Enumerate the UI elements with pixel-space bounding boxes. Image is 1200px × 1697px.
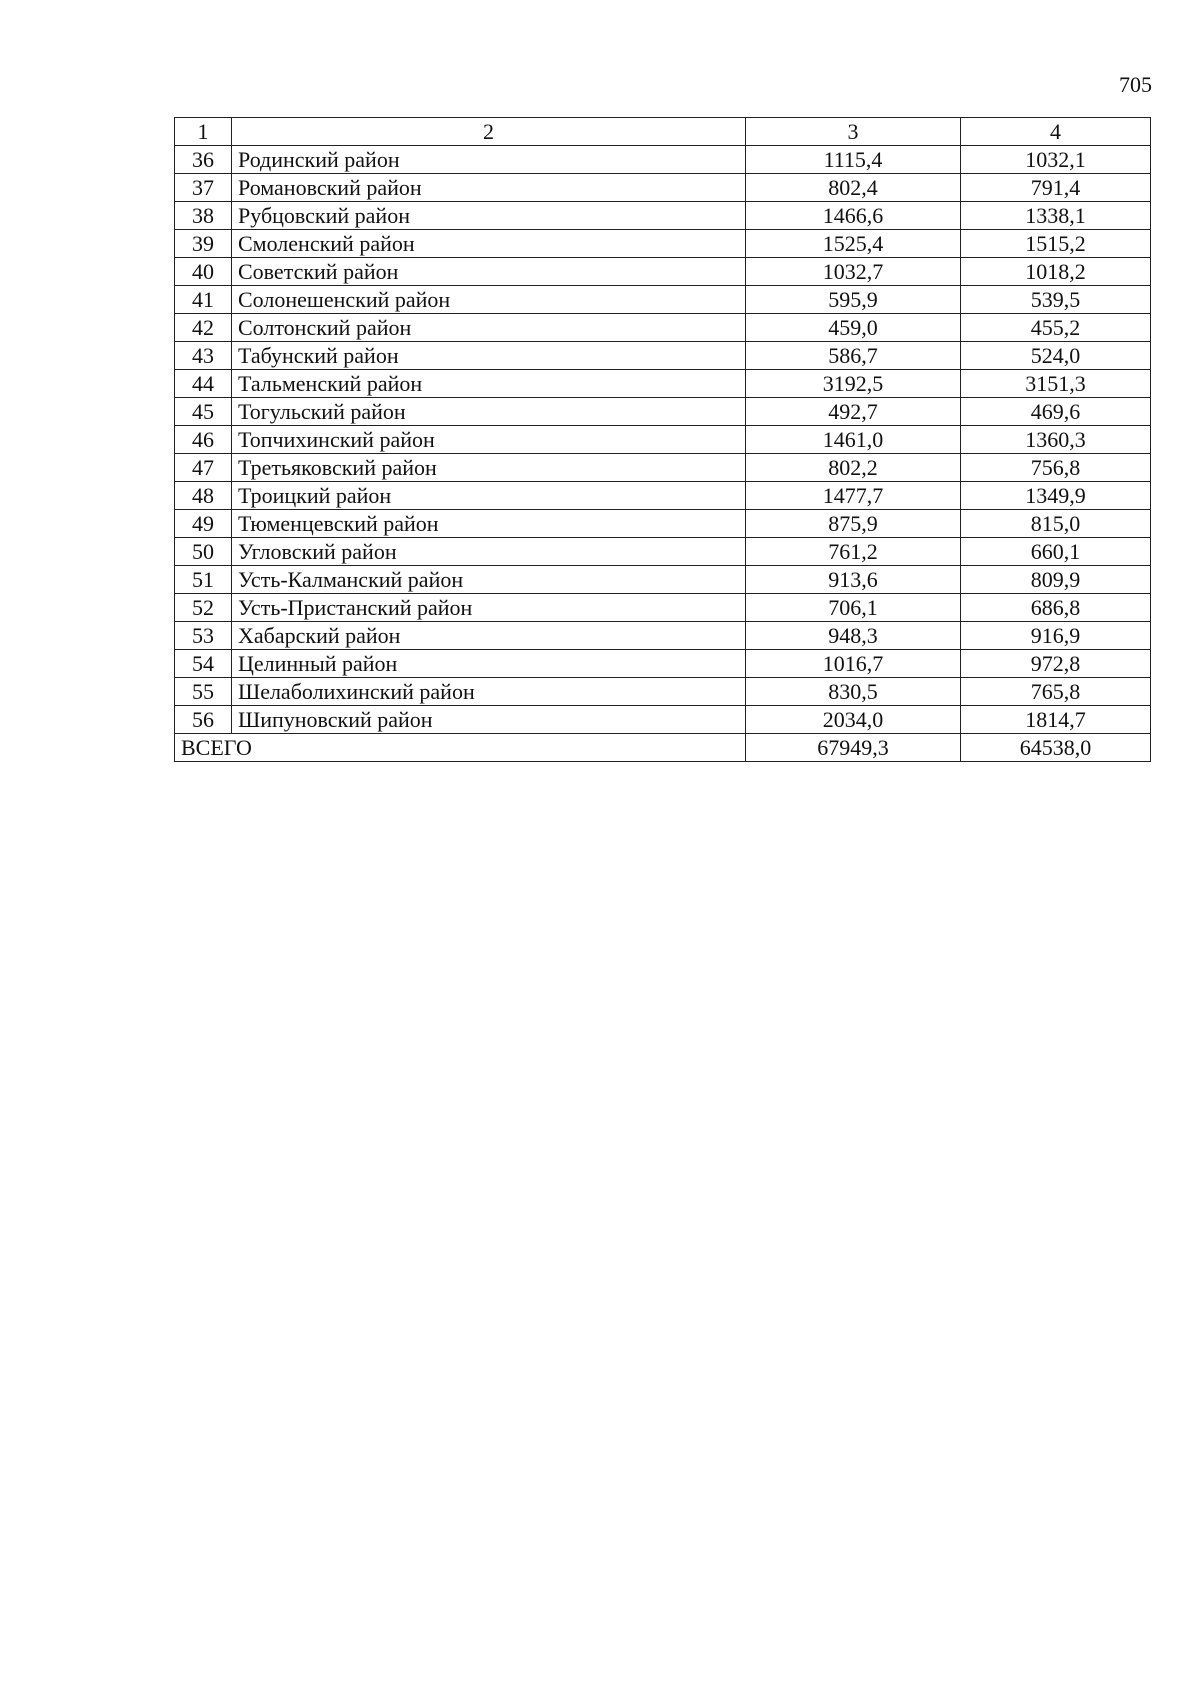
district-name: Солтонский район	[232, 314, 746, 342]
value-col4: 791,4	[961, 174, 1151, 202]
table-row	[175, 286, 1151, 314]
table-row	[175, 426, 1151, 454]
value-col4: 1032,1	[961, 146, 1151, 174]
total-col4: 64538,0	[961, 734, 1151, 762]
header-cell-2: 2	[232, 118, 746, 146]
value-col4: 660,1	[961, 538, 1151, 566]
district-name: Усть-Пристанский район	[232, 594, 746, 622]
district-name: Тогульский район	[232, 398, 746, 426]
value-col3: 1461,0	[746, 426, 961, 454]
table-row	[175, 314, 1151, 342]
value-col3: 802,2	[746, 454, 961, 482]
value-col3: 2034,0	[746, 706, 961, 734]
total-row	[175, 734, 1151, 762]
value-col4: 1515,2	[961, 230, 1151, 258]
district-name: Смоленский район	[232, 230, 746, 258]
header-cell-4: 4	[961, 118, 1151, 146]
value-col3: 761,2	[746, 538, 961, 566]
value-col3: 1525,4	[746, 230, 961, 258]
district-name: Шелаболихинский район	[232, 678, 746, 706]
value-col3: 492,7	[746, 398, 961, 426]
row-number: 46	[175, 426, 232, 454]
table-header-row	[175, 118, 1151, 146]
value-col3: 459,0	[746, 314, 961, 342]
table-row	[175, 538, 1151, 566]
table-row	[175, 510, 1151, 538]
value-col4: 972,8	[961, 650, 1151, 678]
district-name: Тальменский район	[232, 370, 746, 398]
table-row	[175, 370, 1151, 398]
total-label: ВСЕГО	[175, 734, 746, 762]
header-cell-3: 3	[746, 118, 961, 146]
data-table	[174, 117, 1151, 762]
table-row	[175, 230, 1151, 258]
row-number: 38	[175, 202, 232, 230]
row-number: 50	[175, 538, 232, 566]
row-number: 37	[175, 174, 232, 202]
value-col4: 539,5	[961, 286, 1151, 314]
row-number: 45	[175, 398, 232, 426]
row-number: 56	[175, 706, 232, 734]
district-name: Шипуновский район	[232, 706, 746, 734]
value-col4: 686,8	[961, 594, 1151, 622]
table-row	[175, 398, 1151, 426]
district-name: Целинный район	[232, 650, 746, 678]
district-name: Родинский район	[232, 146, 746, 174]
row-number: 52	[175, 594, 232, 622]
table-row	[175, 706, 1151, 734]
page-number: 705	[1119, 72, 1152, 97]
row-number: 49	[175, 510, 232, 538]
district-name: Топчихинский район	[232, 426, 746, 454]
row-number: 48	[175, 482, 232, 510]
table-row	[175, 454, 1151, 482]
value-col3: 948,3	[746, 622, 961, 650]
row-number: 36	[175, 146, 232, 174]
value-col4: 469,6	[961, 398, 1151, 426]
value-col4: 916,9	[961, 622, 1151, 650]
row-number: 41	[175, 286, 232, 314]
table-row	[175, 622, 1151, 650]
district-name: Солонешенский район	[232, 286, 746, 314]
row-number: 39	[175, 230, 232, 258]
row-number: 40	[175, 258, 232, 286]
row-number: 54	[175, 650, 232, 678]
row-number: 42	[175, 314, 232, 342]
table-row	[175, 342, 1151, 370]
value-col3: 3192,5	[746, 370, 961, 398]
value-col4: 1360,3	[961, 426, 1151, 454]
header-cell-1: 1	[175, 118, 232, 146]
district-name: Тюменцевский район	[232, 510, 746, 538]
value-col3: 1466,6	[746, 202, 961, 230]
district-name: Усть-Калманский район	[232, 566, 746, 594]
district-name: Угловский район	[232, 538, 746, 566]
row-number: 44	[175, 370, 232, 398]
value-col3: 913,6	[746, 566, 961, 594]
value-col4: 1338,1	[961, 202, 1151, 230]
table-row	[175, 258, 1151, 286]
district-name: Табунский район	[232, 342, 746, 370]
value-col3: 802,4	[746, 174, 961, 202]
district-name: Рубцовский район	[232, 202, 746, 230]
district-name: Третьяковский район	[232, 454, 746, 482]
row-number: 43	[175, 342, 232, 370]
value-col4: 809,9	[961, 566, 1151, 594]
table-row	[175, 566, 1151, 594]
value-col3: 1032,7	[746, 258, 961, 286]
value-col3: 706,1	[746, 594, 961, 622]
value-col4: 815,0	[961, 510, 1151, 538]
table-row	[175, 482, 1151, 510]
value-col4: 1018,2	[961, 258, 1151, 286]
table-row	[175, 174, 1151, 202]
table-body	[175, 146, 1151, 734]
row-number: 53	[175, 622, 232, 650]
row-number: 51	[175, 566, 232, 594]
table-row	[175, 650, 1151, 678]
district-name: Советский район	[232, 258, 746, 286]
value-col4: 765,8	[961, 678, 1151, 706]
value-col3: 595,9	[746, 286, 961, 314]
value-col3: 830,5	[746, 678, 961, 706]
value-col3: 875,9	[746, 510, 961, 538]
value-col4: 756,8	[961, 454, 1151, 482]
table-row	[175, 594, 1151, 622]
value-col3: 1477,7	[746, 482, 961, 510]
value-col3: 1115,4	[746, 146, 961, 174]
table-row	[175, 202, 1151, 230]
district-name: Романовский район	[232, 174, 746, 202]
value-col4: 3151,3	[961, 370, 1151, 398]
table-row	[175, 678, 1151, 706]
district-name: Хабарский район	[232, 622, 746, 650]
table-row	[175, 146, 1151, 174]
district-name: Троицкий район	[232, 482, 746, 510]
value-col4: 1349,9	[961, 482, 1151, 510]
row-number: 55	[175, 678, 232, 706]
value-col4: 524,0	[961, 342, 1151, 370]
row-number: 47	[175, 454, 232, 482]
value-col3: 586,7	[746, 342, 961, 370]
value-col4: 455,2	[961, 314, 1151, 342]
value-col3: 1016,7	[746, 650, 961, 678]
total-col3: 67949,3	[746, 734, 961, 762]
value-col4: 1814,7	[961, 706, 1151, 734]
